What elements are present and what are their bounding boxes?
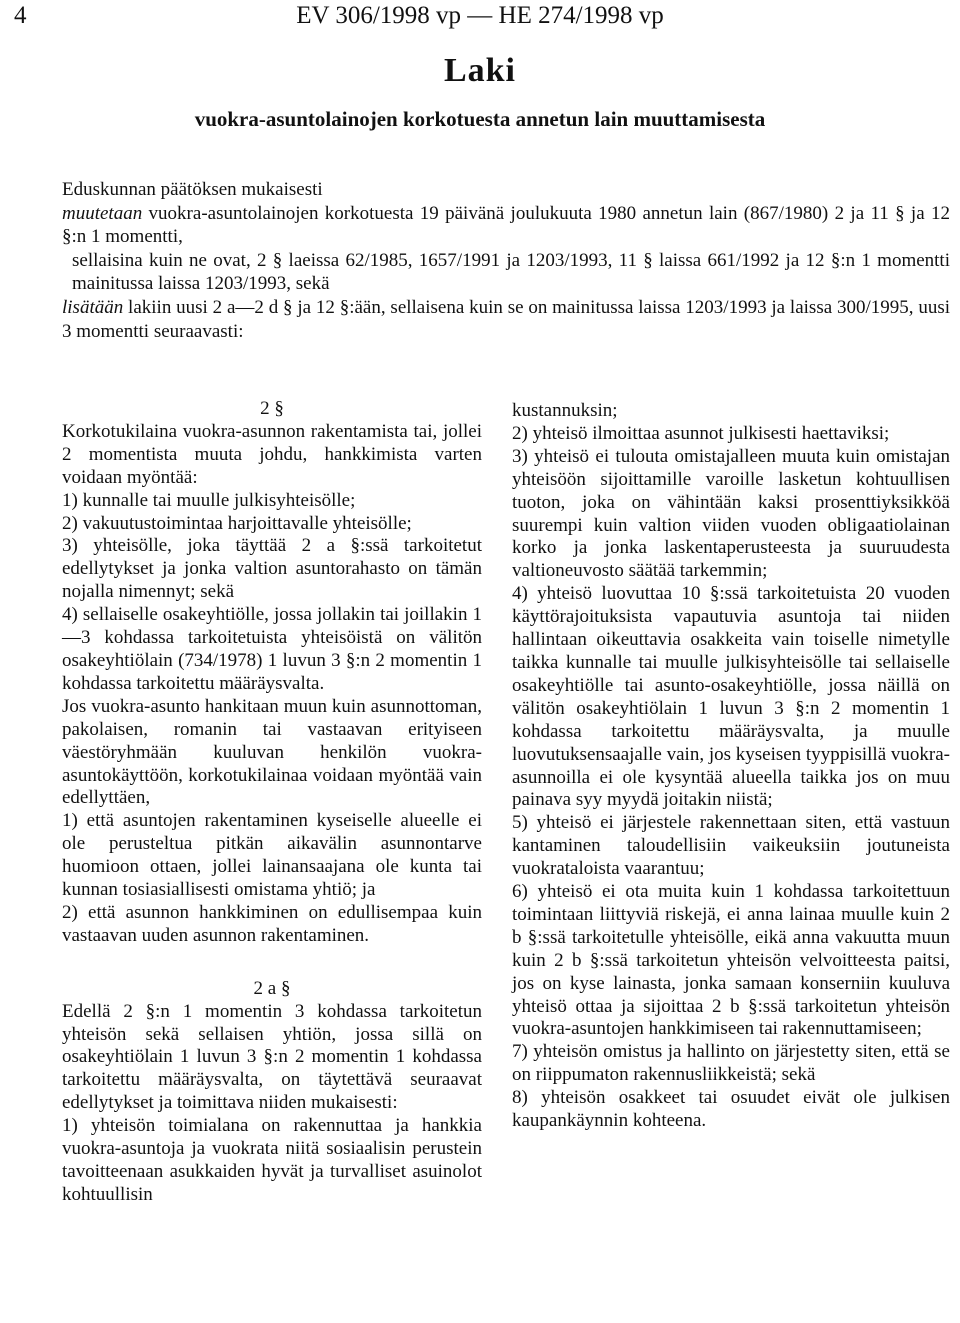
right-column <box>512 400 950 1133</box>
paragraph: Korkotukilaina vuokra-asunnon rakentamista tai, jollei 2 momentista muuta johdu, hankkimista varten voidaan myöntää: <box>62 420 482 488</box>
paragraph: Jos vuokra-asunto hankitaan muun kuin asunnottoman, pakolaisen, romanin tai vastaavan erityiseen väestöryhmään kuuluvan henkilön vuokra-asuntokäyttöön, korkotukilainaa voidaan myöntää vain edellyttäen, <box>62 695 482 809</box>
intro-keyword-muutetaan: muutetaan <box>62 202 143 224</box>
intro-keyword-lisataan: lisätään <box>62 296 124 318</box>
list-item: 1) kunnalle tai muulle julkisyhteisölle; <box>62 489 356 511</box>
list-item: 4) sellaiselle osakeyhtiölle, jossa jollakin tai joillakin 1—3 kohdassa tarkoitetuista yhteisöistä on välitön osakeyhtiölain (734/1978) 1 luvun 3 §:n 2 momentin 1 kohdassa tarkoitettu määräysvalta. <box>62 604 482 694</box>
list-item: 2) yhteisö ilmoittaa asunnot julkisesti haettaviksi; <box>512 422 890 444</box>
intro-add-text: lakiin uusi 2 a—2 d § ja 12 §:ään, sellaisena kuin se on mainitussa laissa 1203/1993 ja laissa 300/1995, uusi 3 momentti seuraavasti: <box>62 296 950 342</box>
list-item: 3) yhteisö ei tulouta omistajalleen muuta kuin omistajan yhteisöön sijoittamille varoille lasketun kohtuullisen tuoton, joka on vähintään kaksi prosenttiyksikköä suurempi kuin valtion viiden vuoden obligaatiolainan korko ja jonka laskentaperusteesta ja suuruudesta valtioneuvosto säätää tarkemmin; <box>512 445 950 582</box>
intro-add-paragraph <box>62 296 950 343</box>
list-item: 2) vakuutustoimintaa harjoittavalle yhteisölle; <box>62 512 412 534</box>
list-item: 1) että asuntojen rakentaminen kyseiselle alueelle ei ole perusteltua pitkän aikavälin asunnontarve huomioon ottaen, jollei lainansaajana ole kunta tai kunnan tosiasiallisesti omistama yhtiö; ja <box>62 810 482 901</box>
list-item: 1) yhteisön toimialana on rakennuttaa ja hankkia vuokra-asuntoja ja vuokrata niitä sosiaalisin perustein tavoitteenaan asukkaiden hyvät ja turvalliset asuinolot kohtuullisin <box>62 1115 482 1205</box>
paragraph: Edellä 2 §:n 1 momentin 3 kohdassa tarkoitetun yhteisön sekä sellaisen yhtiön, jossa sillä on osakeyhtiölain 1 luvun 3 §:n 2 momentin 1 kohdassa tarkoitettu määräysvalta, on täytettävä seuraavat edellytykset ja toimittava niiden mukaisesti: <box>62 1000 482 1114</box>
running-header: EV 306/1998 vp — HE 274/1998 vp <box>296 2 664 29</box>
list-item: 7) yhteisön omistus ja hallinto on järjestetty siten, että se on riippumaton rakennusliikkeistä; sekä <box>512 1041 950 1086</box>
intro-amend-text: vuokra-asuntolainojen korkotuesta 19 päivänä joulukuuta 1980 annetun lain (867/1980) 2 ja 11 § ja 12 §:n 1 momentti, <box>62 202 950 248</box>
intro-line: Eduskunnan päätöksen mukaisesti <box>62 179 323 200</box>
paragraph-continuation: kustannuksin; <box>512 400 618 421</box>
section-heading-2a: 2 a § <box>253 977 291 999</box>
list-item: 5) yhteisö ei järjestele rakennettaan siten, että vastuun kantaminen taloudellisiin vaikeuksiin joutuneista vuokrataloista vaarantuu; <box>512 812 950 880</box>
enactment-intro <box>62 178 950 343</box>
list-item: 3) yhteisölle, joka täyttää 2 a §:ssä tarkoitetut edellytykset ja jonka valtion asuntorahasto on tämän nojalla nimennyt; sekä <box>62 535 482 603</box>
law-title: Laki <box>443 52 517 89</box>
intro-as-they-are-paragraph: sellaisina kuin ne ovat, 2 § laeissa 62/1985, 1657/1991 ja 1203/1993, 11 § laissa 661/1992 ja 12 §:n 1 momentti mainitussa laissa 1203/1993, sekä <box>72 249 950 295</box>
page-number: 4 <box>14 2 27 29</box>
intro-amend-paragraph <box>62 202 950 249</box>
left-column <box>62 398 482 1207</box>
list-item: 4) yhteisö luovuttaa 10 §:ssä tarkoitetuista 20 vuoden käyttörajoituksista vapautuvia asuntoja tai niiden hallintaan oikeuttavia osakkeita vain toiselle nimetylle taikka kunnalle tai muulle julkisyhteisölle tai sellaiselle osakeyhtiölle tai asunto-osakeyhtiölle, jossa näillä on välitön osakeyhtiölain 1 luvun 3 §:n 2 momentin 1 kohdassa tarkoitettu määräysvalta, ja muulle luovutuksensaajalle vain, jos kyseisen tyyppisillä vuokra-asunnoilla ei ole kysyntää alueella taikka jos on muu painava syy myydä joitakin niistä; <box>512 583 950 811</box>
list-item: 6) yhteisö ei ota muita kuin 1 kohdassa tarkoitettuun toimintaan liittyviä riskejä, ei anna lainaa muulle kuin 2 b §:ssä tarkoitetulle yhteisölle, eikä anna vakuutta muun kuin 2 b §:ssä tarkoitetun yhteisön velvoitteesta paitsi, jos on kyse lainasta, jonka samaan konserniin kuuluva yhteisö ottaa ja sijoittaa 2 b §:ssä tarkoitetun yhteisön vuokra-asuntojen hankkimiseen tai rakennuttamiseen; <box>512 881 950 1040</box>
section-heading-2: 2 § <box>260 398 284 419</box>
list-item: 8) yhteisön osakkeet tai osuudet eivät ole julkisen kaupankäynnin kohteena. <box>512 1087 950 1132</box>
law-subtitle: vuokra-asuntolainojen korkotuesta annetun lain muuttamisesta <box>194 107 766 131</box>
list-item: 2) että asunnon hankkiminen on edullisempaa kuin vastaavan uuden asunnon rakentaminen. <box>62 901 482 946</box>
